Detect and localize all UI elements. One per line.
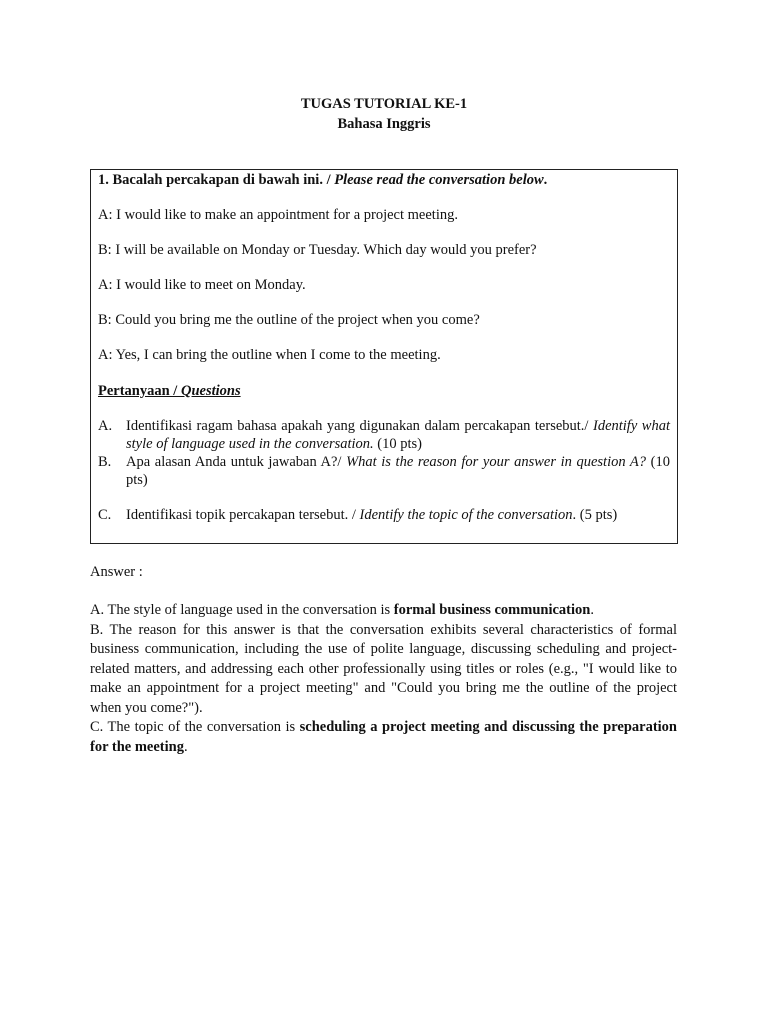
questions-heading-id: Pertanyaan /: [98, 383, 181, 399]
question-item: [98, 506, 670, 524]
question-points: (10 pts): [126, 454, 670, 488]
question-list: [98, 417, 670, 524]
answer-c-bold: scheduling a project meeting and discussing the preparation for the meeting: [90, 719, 678, 755]
questions-heading: [98, 382, 670, 400]
answer-b: B. The reason for this answer is that the conversation exhibits several characteristics of formal business communication, including the use of polite language, discussing scheduling and project-related matters, and addressing each other professionally using titles or roles (e.g., "I would like to make an appointment for a project meeting" and "Could you bring me the outline of the project when you come?").: [90, 621, 677, 716]
question-letter: A.: [98, 418, 113, 434]
question-text-id: Identifikasi ragam bahasa apakah yang digunakan dalam percakapan tersebut./: [126, 418, 593, 434]
question-item: [98, 417, 670, 453]
question-box: [90, 169, 678, 544]
document-header: [0, 94, 768, 134]
questions-heading-en: Questions: [180, 383, 241, 399]
answer-label: Answer :: [90, 564, 143, 580]
answer-a-suffix: .: [590, 602, 594, 618]
question-text-en: Identify the topic of the conversation: [359, 507, 573, 523]
answer-a-bold: formal business communication: [393, 602, 591, 618]
conversation-line: A: I would like to make an appointment for a project meeting.: [98, 207, 458, 223]
document-title: TUGAS TUTORIAL KE-1: [300, 96, 468, 112]
question-points: (10 pts): [373, 436, 423, 452]
answer-c-text: C. The topic of the conversation is: [90, 719, 300, 735]
question-text: [126, 453, 670, 489]
answer-c: [90, 718, 677, 757]
question-item: [98, 453, 670, 489]
answer-a-text: A. The style of language used in the conversation is: [90, 602, 394, 618]
question-text-en: What is the reason for your answer in question A?: [346, 454, 647, 470]
question-text: [126, 506, 670, 524]
question-text-en: Identify what style of language used in the conversation.: [126, 418, 670, 452]
question-text-id: Apa alasan Anda untuk jawaban A?/: [126, 454, 347, 470]
instruction-heading: [98, 171, 670, 189]
question-points: . (5 pts): [572, 507, 618, 523]
answer-a: [90, 601, 677, 621]
instruction-en: Please read the conversation below: [334, 172, 544, 188]
answer-c-suffix: .: [183, 738, 188, 755]
conversation-line: B: I will be available on Monday or Tuesday. Which day would you prefer?: [98, 242, 537, 258]
question-letter: B.: [98, 454, 112, 470]
conversation-line: A: Yes, I can bring the outline when I come to the meeting.: [98, 347, 441, 363]
instruction-id: 1. Bacalah percakapan di bawah ini. /: [98, 172, 335, 188]
document-subtitle: Bahasa Inggris: [337, 116, 431, 132]
question-text: [126, 417, 670, 453]
answer-section: [90, 601, 677, 757]
question-text-id: Identifikasi topik percakapan tersebut. /: [126, 507, 360, 523]
conversation-line: A: I would like to meet on Monday.: [98, 277, 306, 293]
question-letter: C.: [98, 507, 112, 523]
instruction-end: .: [543, 172, 548, 188]
conversation-line: B: Could you bring me the outline of the project when you come?: [98, 312, 480, 328]
